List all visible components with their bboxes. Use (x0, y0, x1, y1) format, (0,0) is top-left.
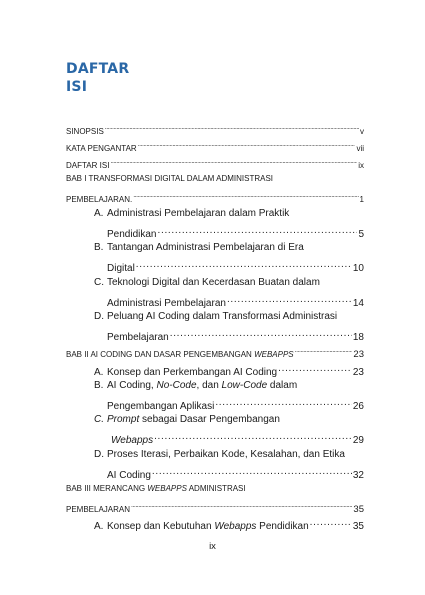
toc-entry-bab-1[interactable] (66, 190, 364, 206)
leader-dots (310, 517, 352, 529)
toc-chapter-1-title[interactable]: BAB I TRANSFORMASI DIGITAL DALAM ADMINISTRASI (66, 174, 273, 183)
toc-entry-kata-pengantar[interactable] (66, 139, 364, 155)
toc-subentry-label: Pembelajaran (107, 332, 169, 343)
toc-subentry-label: Administrasi Pembelajaran (107, 298, 226, 309)
leader-dots (227, 294, 352, 306)
toc-page-number: 26 (352, 401, 364, 412)
toc-page-number: 5 (358, 229, 364, 240)
toc-entry-label: PEMBELAJARAN. (66, 195, 133, 204)
label-part: , dan (196, 380, 222, 391)
leader-dots (138, 139, 356, 151)
toc-subentry-label: Proses Iterasi, Perbaikan Kode, Kesalahan, dan Etika (107, 449, 345, 460)
toc-subentry-label (94, 367, 277, 379)
leader-dots (152, 466, 352, 478)
toc-subentry-1b-line2[interactable] (107, 259, 364, 275)
toc-subentry-1c-line2[interactable] (107, 294, 364, 310)
label-italic: Prompt (107, 414, 140, 425)
label-italic: WEBAPPS (147, 484, 187, 493)
toc-entry-label: PEMBELAJARAN (66, 505, 131, 514)
toc-page-number: 23 (352, 367, 364, 378)
toc-page-number: 18 (352, 332, 364, 343)
label-part: Pendidikan (256, 521, 309, 532)
toc-subentry-2d-line2[interactable] (107, 466, 364, 482)
toc-page-number: 14 (352, 298, 364, 309)
toc-entry-label: KATA PENGANTAR (66, 144, 137, 153)
toc-page-number: ix (358, 161, 364, 170)
toc-entry-label (66, 349, 294, 361)
toc-subentry-label: Peluang AI Coding dalam Transformasi Administrasi (107, 311, 338, 322)
label-part: AI Coding, (107, 380, 157, 391)
toc-subentry-letter: A. (94, 208, 104, 219)
toc-page-number: vii (356, 144, 364, 153)
toc-page-number: 29 (352, 435, 364, 446)
page-number-footer: ix (209, 541, 216, 552)
toc-subentry-3a[interactable] (94, 517, 364, 533)
toc-subentry-label (94, 521, 309, 533)
toc-page-number: 10 (352, 263, 364, 274)
toc-page-number: v (360, 127, 364, 136)
leader-dots (110, 156, 357, 168)
label-italic: Low-Code (221, 380, 268, 391)
leader-dots (278, 363, 352, 375)
toc-subentry-label: Pendidikan (107, 229, 157, 240)
toc-entry-label: SINOPSIS (66, 127, 104, 136)
leader-dots (154, 431, 352, 443)
label-italic: Webapps (214, 521, 257, 532)
leader-dots (170, 328, 352, 340)
toc-entry-sinopsis[interactable] (66, 122, 364, 138)
leader-dots (215, 397, 352, 409)
label-part: ADMINISTRASI (186, 484, 246, 493)
toc-entry-label-text: BAB II AI CODING DAN DASAR PENGEMBANGAN (66, 350, 252, 359)
toc-page-number: 1 (359, 195, 364, 204)
toc-subentry-letter: C. (94, 414, 104, 425)
toc-entry-label-italic: WEBAPPS (254, 350, 294, 359)
toc-entry-daftar-isi[interactable] (66, 156, 364, 172)
toc-subentry-label: Webapps (111, 435, 154, 446)
page-title-line1: DAFTAR (66, 61, 130, 77)
label-part: sebagai Dasar Pengembangan (139, 414, 280, 425)
toc-subentry-2b-line2[interactable] (107, 397, 364, 413)
toc-subentry-letter: B. (94, 380, 104, 391)
toc-subentry-letter: D. (94, 449, 104, 460)
toc-subentry-letter: A. (94, 367, 104, 378)
toc-subentry-2a[interactable] (94, 363, 364, 379)
label-part: Konsep dan Kebutuhan (107, 521, 215, 532)
toc-subentry-label: Teknologi Digital dan Kecerdasan Buatan dalam (107, 277, 320, 288)
label-part: BAB III MERANCANG (66, 484, 148, 493)
label-part: dalam (267, 380, 298, 391)
toc-subentry-label (107, 414, 280, 426)
toc-subentry-label: AI Coding (107, 470, 151, 481)
leader-dots (295, 345, 353, 357)
toc-subentry-label: Pengembangan Aplikasi (107, 401, 215, 412)
toc-page-number: 35 (353, 504, 364, 515)
toc-entry-bab-2[interactable] (66, 345, 364, 361)
leader-dots (157, 225, 357, 237)
toc-subentry-1a-line2[interactable] (107, 225, 364, 241)
toc-subentry-letter: B. (94, 242, 104, 253)
leader-dots (131, 500, 352, 512)
toc-page-number: 35 (352, 521, 364, 532)
toc-subentry-label: Digital (107, 263, 135, 274)
toc-subentry-2c-line2[interactable] (111, 431, 364, 447)
toc-entry-bab-3[interactable] (66, 500, 364, 516)
toc-subentry-1d-line2[interactable] (107, 328, 364, 344)
toc-subentry-label (107, 380, 297, 392)
toc-subentry-letter: C. (94, 277, 104, 288)
toc-page-number: 32 (352, 470, 364, 481)
label-italic: No-Code (156, 380, 197, 391)
page-title-line2: ISI (66, 79, 88, 95)
toc-page-number: 23 (353, 349, 364, 360)
toc-entry-label: DAFTAR ISI (66, 161, 110, 170)
toc-subentry-letter: A. (94, 521, 104, 532)
leader-dots (133, 190, 358, 202)
leader-dots (105, 122, 359, 134)
toc-subentry-label: Administrasi Pembelajaran dalam Praktik (107, 208, 290, 219)
toc-subentry-text: Konsep dan Perkembangan AI Coding (107, 367, 278, 378)
toc-subentry-letter: D. (94, 311, 104, 322)
toc-chapter-3-title[interactable] (66, 483, 246, 495)
toc-subentry-label: Tantangan Administrasi Pembelajaran di Era (107, 242, 304, 253)
leader-dots (136, 259, 352, 271)
